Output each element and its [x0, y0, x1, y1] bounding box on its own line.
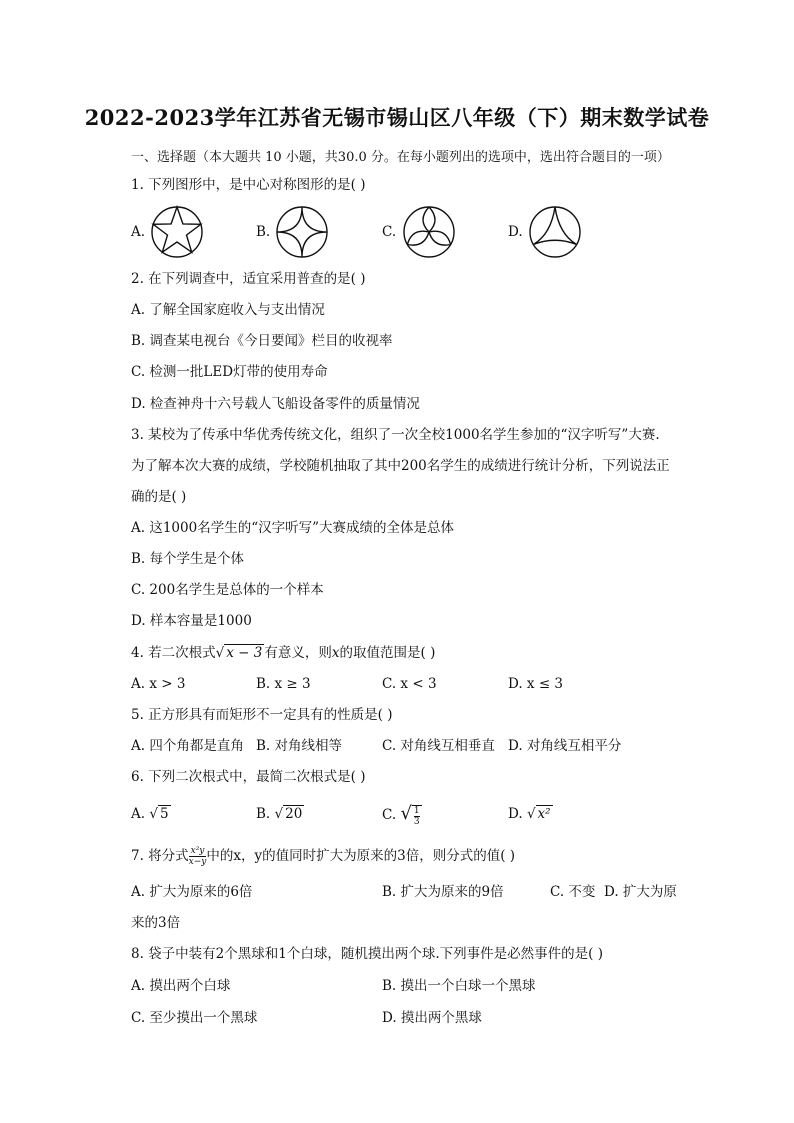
q6-radicand-d: x²	[537, 806, 551, 822]
q2-option-a: A. 了解全国家庭收入与支出情况	[131, 302, 325, 318]
question-3-line-2: 为了解本次大赛的成绩，学校随机抽取了其中200名学生的成绩进行统计分析，下列说法正	[131, 458, 670, 474]
question-1-stem: 1. 下列图形中，是中心对称图形的是( )	[131, 177, 366, 193]
radical-sign: √	[149, 806, 158, 822]
q5-option-b: B. 对角线相等	[256, 738, 343, 754]
q6-radicand-a: 5	[159, 806, 169, 822]
q8-option-a: A. 摸出两个白球	[131, 978, 231, 994]
radical-sign: √	[400, 803, 412, 824]
q3-option-b: B. 每个学生是个体	[131, 551, 245, 567]
q4-stem-suffix: 的取值范围是( )	[339, 645, 436, 661]
question-4-stem	[131, 643, 435, 663]
q6-label-b: B.	[256, 806, 271, 822]
q4-stem-prefix: 4. 若二次根式	[131, 645, 216, 661]
question-8-stem: 8. 袋子中装有2个黑球和1个白球，随机摸出两个球.下列事件是必然事件的是( )	[131, 946, 603, 962]
q8-option-b: B. 摸出一个白球一个黑球	[382, 978, 536, 994]
q2-option-b: B. 调查某电视台《今日要闻》栏目的收视率	[131, 333, 393, 349]
q1-label-c: C.	[382, 224, 397, 240]
q6-option-d	[508, 804, 553, 824]
q1-label-d: D.	[508, 224, 523, 240]
q8-option-d: D. 摸出两个黑球	[382, 1010, 482, 1026]
q4-variable: x	[331, 645, 340, 661]
q1-label-a: A.	[131, 224, 146, 240]
q6-label-c: C.	[382, 807, 397, 823]
q6-radicand-b: 20	[285, 806, 303, 822]
q4-option-d: D. x ≤ 3	[508, 676, 564, 692]
question-7-stem	[131, 846, 515, 867]
q3-option-a: A. 这1000名学生的“汉字听写”大赛成绩的全体是总体	[131, 520, 454, 536]
q7-fraction	[189, 846, 207, 867]
q7-option-d: D. 扩大为原	[604, 884, 677, 900]
q6-label-d: D.	[508, 806, 523, 822]
q4-radicand: x − 3	[226, 645, 263, 661]
question-3-line-3: 确的是( )	[131, 489, 187, 505]
q8-option-c: C. 至少摸出一个黑球	[131, 1010, 258, 1026]
three-petal-figure	[403, 206, 455, 258]
q3-option-d: D. 样本容量是1000	[131, 613, 252, 629]
q2-option-c: C. 检测一批LED灯带的使用寿命	[131, 364, 328, 380]
q2-option-d: D. 检查神舟十六号载人飞船设备零件的质量情况	[131, 396, 420, 412]
q6-fraction-denominator: 3	[413, 816, 420, 827]
q6-fraction-numerator: 1	[413, 805, 420, 816]
q7-stem-prefix: 7. 将分式	[131, 848, 189, 864]
q6-option-b	[256, 804, 304, 824]
q7-option-a: A. 扩大为原来的6倍	[131, 884, 253, 900]
q7-option-d-wrap: 来的3倍	[131, 915, 181, 931]
q4-option-a: A. x > 3	[131, 676, 186, 692]
four-arc-star-figure	[276, 206, 328, 258]
question-3-line-1: 3. 某校为了传承中华优秀传统文化，组织了一次全校1000名学生参加的“汉字听写”大赛.	[131, 427, 660, 443]
q5-option-d: D. 对角线互相平分	[508, 738, 622, 754]
q6-option-c	[382, 804, 422, 827]
question-6-stem: 6. 下列二次根式中，最简二次根式是( )	[131, 769, 366, 785]
question-5-stem: 5. 正方形具有而矩形不一定具有的性质是( )	[131, 707, 393, 723]
radical-sign: √	[215, 645, 225, 661]
q3-option-c: C. 200名学生是总体的一个样本	[131, 582, 324, 598]
q4-option-c: C. x < 3	[382, 676, 437, 692]
q7-option-b: B. 扩大为原来的9倍	[382, 884, 504, 900]
q4-option-b: B. x ≥ 3	[256, 676, 311, 692]
q6-option-a	[131, 804, 171, 824]
radical-sign: √	[274, 806, 284, 822]
q6-fraction-c	[412, 805, 422, 827]
q7-option-c: C. 不变	[550, 884, 596, 900]
star-in-circle-figure	[151, 206, 203, 258]
question-2-stem: 2. 在下列调查中，适宜采用普查的是( )	[131, 271, 366, 287]
q6-label-a: A.	[131, 806, 146, 822]
q5-option-a: A. 四个角都是直角	[131, 738, 244, 754]
q4-stem-middle: 有意义，则	[264, 645, 332, 661]
q1-label-b: B.	[256, 224, 271, 240]
radical-sign: √	[526, 806, 536, 822]
page-title: 2022-2023学年江苏省无锡市锡山区八年级（下）期末数学试卷	[84, 105, 710, 130]
reuleaux-triangle-figure	[529, 206, 581, 258]
section-heading: 一、选择题（本大题共 10 小题，共30.0 分。在每小题列出的选项中，选出符合题目的一项）	[131, 150, 670, 165]
q7-denominator: x−y	[188, 857, 207, 867]
q7-stem-suffix: 中的x，y的值同时扩大为原来的3倍，则分式的值( )	[206, 848, 516, 864]
q5-option-c: C. 对角线互相垂直	[382, 738, 495, 754]
q7-numerator: x²y	[190, 846, 205, 856]
